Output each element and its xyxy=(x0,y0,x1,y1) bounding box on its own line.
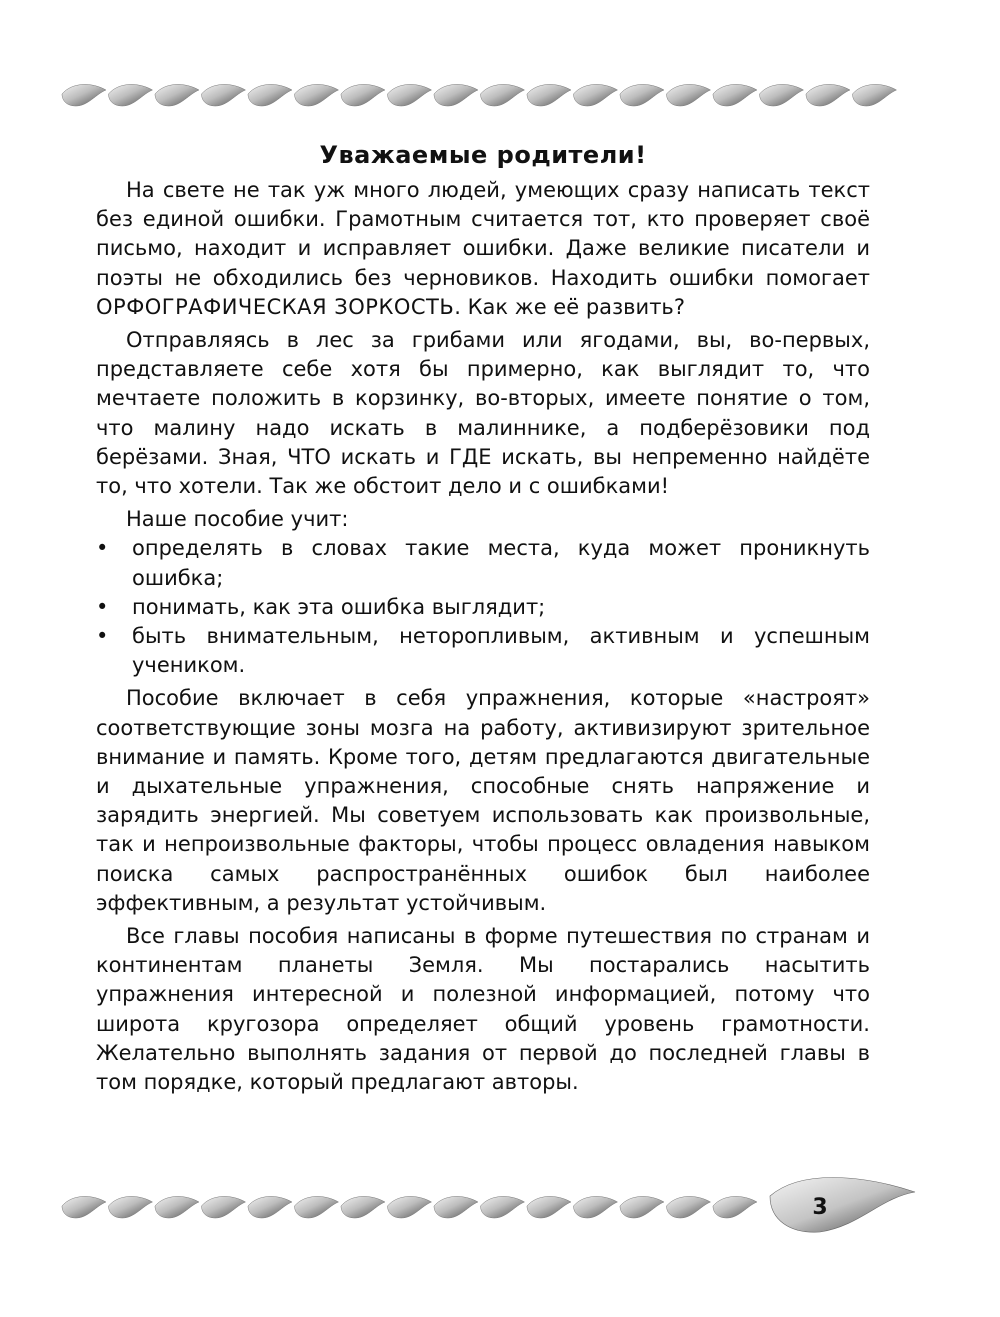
leaf-ornament-icon xyxy=(248,1196,292,1218)
leaf-ornament-icon xyxy=(527,1196,571,1218)
list-item xyxy=(96,534,870,592)
top-ornament xyxy=(0,70,1000,120)
paragraph-4: Все главы пособия написаны в форме путешествия по странам и континентам планеты Земля. Мы постарались насытить упражнения интересной и полезной информацией, потому что широта кругозора определяет общий уровень грамотности. Желательно выполнять задания от первой до последней главы в том порядке, который предлагают авторы. xyxy=(96,924,870,1095)
leaf-ornament-icon xyxy=(527,84,571,106)
leaf-ornament-icon xyxy=(806,84,850,106)
leaf-ornament-icon xyxy=(481,84,525,106)
leaf-ornament-icon xyxy=(388,1196,432,1218)
list-item-text: определять в словах такие места, куда может проникнуть ошибка; xyxy=(132,536,870,590)
bullet-icon: • xyxy=(96,536,109,561)
page-number: 3 xyxy=(812,1195,828,1220)
leaf-ornament-icon xyxy=(434,84,478,106)
list-item xyxy=(96,622,870,680)
leaf-ornament-icon xyxy=(202,84,246,106)
bottom-ornament xyxy=(0,1170,1000,1250)
leaf-ornament-icon xyxy=(202,1196,246,1218)
leaf-ornament-icon xyxy=(574,1196,618,1218)
paragraph-1-text-b: . Как же её развить? xyxy=(454,294,685,319)
leaf-ornament-icon xyxy=(341,1196,385,1218)
leaf-ornament-icon xyxy=(388,84,432,106)
leaf-ornament-icon xyxy=(667,1196,711,1218)
paragraph-2: Отправляясь в лес за грибами или ягодами, вы, во-первых, представляете себе хотя бы примерно, как выглядит то, что мечтаете положить в корзинку, во-вторых, имеете понятие о том, что малину надо искать в малиннике, а подберёзовики под берёзами. Зная, ЧТО искать и ГДЕ искать, вы непременно найдёте то, что хотели. Так же обстоит дело и с ошибками! xyxy=(96,328,870,499)
leaf-ornament-icon xyxy=(713,84,757,106)
leaf-ornament-icon xyxy=(620,84,664,106)
paragraph-3: Пособие включает в себя упражнения, которые «настроят» соответствующие зоны мозга на работу, активизируют зрительное внимание и память. Кроме того, детям предлагаются двигательные и дыхательные упражнения, способные снять напряжение и зарядить энергией. Мы советуем использовать как произвольные, так и непроизвольные факторы, чтобы процесс овладения навыком поиска самых распространённых ошибок был наиболее эффективным, а результат устойчивым. xyxy=(96,686,870,915)
leaf-ornament-icon xyxy=(109,1196,153,1218)
leaf-ornament-icon xyxy=(713,1196,757,1218)
list-intro: Наше пособие учит: xyxy=(126,507,349,532)
leaf-ornament-icon xyxy=(620,1196,664,1218)
paragraph-1 xyxy=(96,176,870,322)
leaf-ornament-icon xyxy=(295,84,339,106)
paragraph-1-text-a: На свете не так уж много людей, умеющих сразу написать текст без единой ошибки. Грамотным считается тот, кто проверяет своё письмо, находит и исправляет ошибки. Даже великие писатели и поэты не обходились без черновиков. Находить ошибки помогает xyxy=(96,178,870,290)
leaf-ornament-icon xyxy=(853,84,897,106)
leaf-ornament-icon xyxy=(667,84,711,106)
skills-list xyxy=(96,534,870,680)
leaf-ornament-icon xyxy=(434,1196,478,1218)
leaf-ornament-icon xyxy=(295,1196,339,1218)
leaf-ornament-icon xyxy=(62,1196,106,1218)
page-title: Уважаемые родители! xyxy=(319,141,647,169)
orthographic-vigilance-term: ОРФОГРАФИЧЕСКАЯ ЗОРКОСТЬ xyxy=(96,294,455,319)
leaf-ornament-icon xyxy=(155,84,199,106)
leaf-ornament-icon xyxy=(341,84,385,106)
main-text xyxy=(96,140,870,1097)
leaf-ornament-icon xyxy=(760,84,804,106)
leaf-ornament-icon xyxy=(109,84,153,106)
leaf-ornament-icon xyxy=(155,1196,199,1218)
leaf-ornament-icon xyxy=(248,84,292,106)
list-item-text: быть внимательным, неторопливым, активным и успешным учеником. xyxy=(132,624,870,678)
leaf-ornament-icon xyxy=(481,1196,525,1218)
bullet-icon: • xyxy=(96,594,109,619)
bottom-leaf-border xyxy=(0,1170,1000,1250)
bullet-icon: • xyxy=(96,624,109,649)
leaf-ornament-icon xyxy=(574,84,618,106)
top-leaf-border xyxy=(0,70,1000,120)
list-item-text: понимать, как эта ошибка выглядит; xyxy=(132,594,546,619)
list-item xyxy=(96,593,870,622)
leaf-ornament-icon xyxy=(62,84,106,106)
